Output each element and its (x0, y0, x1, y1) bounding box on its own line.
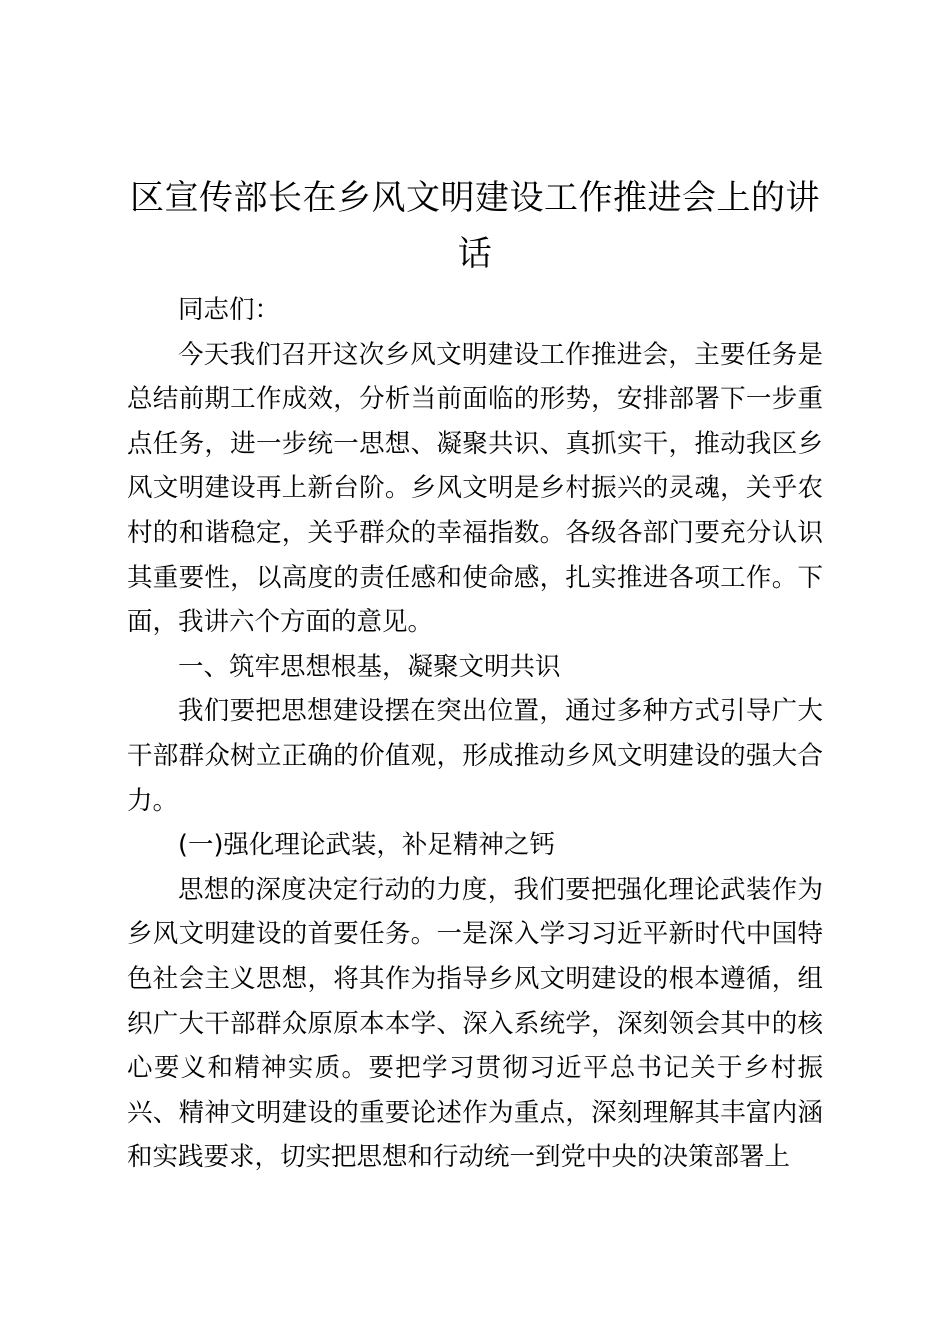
subsection-heading-1: (一)强化理论武装，补足精神之钙 (178, 830, 555, 861)
subsection-paragraph-1: 思想的深度决定行动的力度，我们要把强化理论武装作为乡风文明建设的首要任务。一是深入学习习近平新时代中国特色社会主义思想，将其作为指导乡风文明建设的根本遵循，组织广大干部群众原原本本学、深入系统学，深刻领会其中的核心要义和精神实质。要把学习贯彻习近平总书记关于乡村振兴、精神文明建设的重要论述作为重点，深刻理解其丰富内涵和实践要求，切实把思想和行动统一到党中央的决策部署上 (127, 874, 823, 1173)
salutation: 同志们： (178, 295, 281, 325)
document-page (127, 170, 823, 1180)
intro-paragraph: 今天我们召开这次乡风文明建设工作推进会，主要任务是总结前期工作成效，分析当前面临的形势，安排部署下一步重点任务，进一步统一思想、凝聚共识、真抓实干，推动我区乡风文明建设再上新台阶。乡风文明是乡村振兴的灵魂，关乎农村的和谐稳定，关乎群众的幸福指数。各级各部门要充分认识其重要性，以高度的责任感和使命感，扎实推进各项工作。下面，我讲六个方面的意见。 (127, 339, 823, 638)
section-heading-1: 一、筑牢思想根基，凝聚文明共识 (178, 651, 561, 682)
section-paragraph-1: 我们要把思想建设摆在突出位置，通过多种方式引导广大干部群众树立正确的价值观，形成推动乡风文明建设的强大合力。 (127, 696, 823, 816)
document-title: 区宣传部长在乡风文明建设工作推进会上的讲话 (130, 178, 820, 274)
